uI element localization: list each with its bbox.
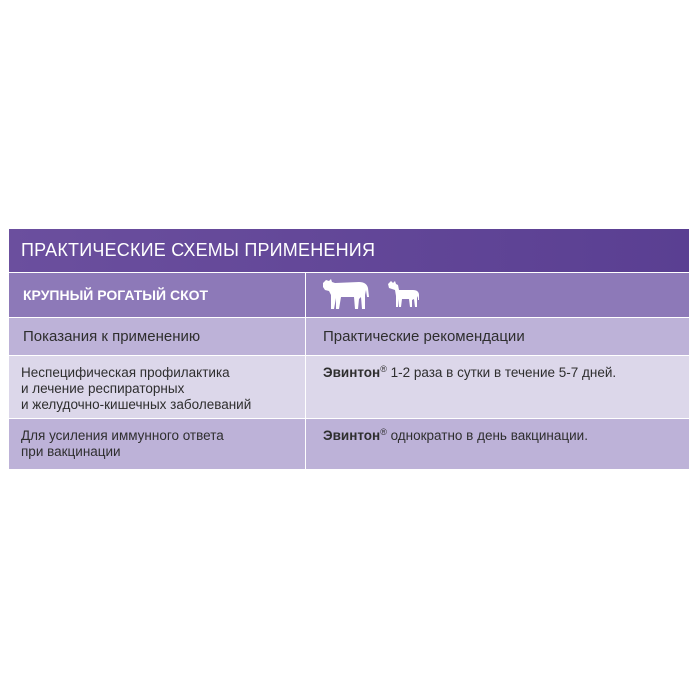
indication-line: и желудочно-кишечных заболеваний	[21, 397, 252, 412]
recommendation-cell	[306, 356, 689, 418]
table-row	[9, 355, 689, 418]
category-row	[9, 272, 689, 317]
recommendation-text: 1-2 раза в сутки в течение 5-7 дней.	[386, 365, 617, 380]
calf-icon	[387, 278, 421, 313]
indication-cell	[9, 356, 306, 418]
indication-line: Неспецифическая профилактика	[21, 365, 230, 380]
cow-icon	[321, 275, 371, 316]
header-recommendations: Практические рекомендации	[323, 328, 525, 345]
column-headers	[9, 317, 689, 355]
product-name: Эвинтон	[323, 365, 381, 380]
indication-line: Для усиления иммунного ответа	[21, 428, 224, 443]
table-title: ПРАКТИЧЕСКИЕ СХЕМЫ ПРИМЕНЕНИЯ	[21, 240, 376, 260]
application-schemes-table	[9, 229, 689, 469]
header-indications: Показания к применению	[9, 318, 306, 355]
table-row	[9, 418, 689, 469]
product-name: Эвинтон	[323, 428, 381, 443]
registered-mark: ®	[380, 427, 387, 437]
recommendation-text: однократно в день вакцинации.	[386, 428, 588, 443]
recommendation-cell	[306, 419, 689, 469]
indication-line: и лечение респираторных	[21, 381, 185, 396]
registered-mark: ®	[380, 364, 387, 374]
category-icons	[306, 273, 689, 317]
table-title-bar	[9, 229, 689, 272]
indication-line: при вакцинации	[21, 444, 121, 459]
category-label: КРУПНЫЙ РОГАТЫЙ СКОТ	[9, 273, 306, 317]
indication-cell	[9, 419, 306, 469]
